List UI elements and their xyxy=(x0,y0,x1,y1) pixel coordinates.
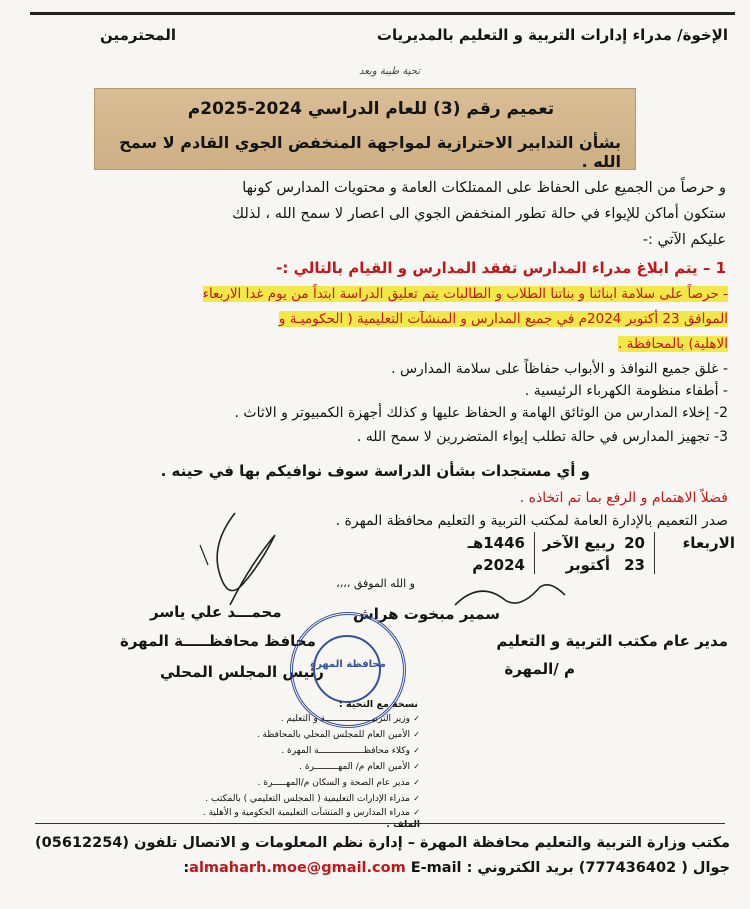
hijri-year: 1446هـ xyxy=(467,534,525,552)
highlight-line-1 xyxy=(48,286,728,302)
date-day: الاربعاء xyxy=(682,534,735,552)
footer-office-line: مكتب وزارة التربية والتعليم محافظة المهرة – إدارة نظم المعلومات و الاتصال تلفون (05612254) xyxy=(35,835,730,851)
item1-heading: 1 – يتم ابلاغ مدراء المدارس تفقد المدارس و القيام بالتالي :- xyxy=(276,259,726,277)
highlight-line-3 xyxy=(48,336,728,352)
copies-title: نسخة مع التحية : xyxy=(338,699,418,710)
left-signatory-council: رئيس المجلس المحلي xyxy=(160,663,324,681)
date-table xyxy=(340,530,735,574)
footer-email[interactable]: almaharh.moe@gmail.com xyxy=(189,860,406,876)
greg-month: أكتوبر xyxy=(565,556,610,574)
copy-item: ✓الأمين العام للمجلس المحلي بالمحافظة . xyxy=(256,730,420,740)
date-divider-1 xyxy=(654,532,655,574)
date-divider-2 xyxy=(534,532,535,574)
respected-label: المحترمين xyxy=(100,26,177,44)
greeting: تحية طيبة وبعد xyxy=(358,66,420,77)
title-box xyxy=(94,88,636,170)
highlight-text-2: الموافق 23 أكتوبر 2024م في جميع المدارس و المنشآت التعليمية ( الحكوميـة و xyxy=(278,311,728,327)
footer-divider xyxy=(35,823,725,824)
highlight-text-3: الاهلية) بالمحافظة . xyxy=(618,336,728,352)
left-signatory-name: محمـــد علي ياسر xyxy=(150,603,282,621)
closing-please: فضلاً الاهتمام و الرفع بما تم اتخاذه . xyxy=(519,490,728,506)
greg-day: 23 xyxy=(624,556,645,574)
copy-item: ✓مدير عام الصحة و السكان م/المهـــــرة . xyxy=(257,778,420,788)
top-border xyxy=(30,4,735,15)
right-signatory-title: مدير عام مكتب التربية و التعليم xyxy=(496,632,728,650)
hijri-day: 20 xyxy=(624,534,645,552)
footer-mobile: جوال ( 777436402) بريد الكتروني : xyxy=(466,860,730,876)
copy-item: ✓مدراء المدارس و المنشآت التعليمية الحكومية و الأهلية . xyxy=(202,808,420,818)
highlight-line-2 xyxy=(48,311,728,327)
intro-line-2: ستكون أماكن للإيواء في حالة تطور المنخفض الجوي الى اعصار لا سمح الله ، لذلك xyxy=(232,206,726,222)
addressee: الإخوة/ مدراء إدارات التربية و التعليم بالمديريات xyxy=(376,26,728,44)
hijri-month: ربيع الآخر xyxy=(542,534,615,552)
footer-email-label: E-mail: xyxy=(183,860,462,876)
issued-line: صدر التعميم بالإدارة العامة لمكتب التربية و التعليم محافظة المهرة . xyxy=(335,513,728,529)
bullet-2: - أطفاء منظومة الكهرباء الرئيسية . xyxy=(524,383,728,399)
right-signatory-name: سمير مبخوت هراش xyxy=(353,605,500,623)
bullet-4: 3- تجهيز المدارس في حالة تطلب إيواء المتضررين لا سمح الله . xyxy=(356,429,728,445)
bullet-1: - غلق جميع النوافذ و الأبواب حفاظاً على سلامة المدارس . xyxy=(391,361,728,377)
circular-title: تعميم رقم (3) للعام الدراسي 2024-2025م xyxy=(187,99,555,119)
footer-contact-line xyxy=(183,860,730,876)
closing-note: و أي مستجدات بشأن الدراسة سوف نوافيكم بها في حينه . xyxy=(160,462,590,480)
intro-line-3: عليكم الآتي :- xyxy=(642,232,726,248)
copy-item-file: الملف . xyxy=(386,820,420,830)
copy-item: ✓الأمين العام م/ المهـــــــــرة . xyxy=(299,762,420,772)
signature-left xyxy=(180,505,290,615)
official-stamp xyxy=(290,612,406,728)
greg-year: 2024م xyxy=(472,556,525,574)
intro-line-1: و حرصاً من الجميع على الحفاظ على الممتلكات العامة و محتويات المدارس كونها xyxy=(242,180,726,196)
copy-item: ✓وكلاء محافظـــــــــــــــــة المهرة . xyxy=(281,746,420,756)
bullet-3: 2- إخلاء المدارس من الوثائق الهامة و الحفاظ عليها و كذلك أجهزة الكمبيوتر و الاثاث . xyxy=(234,405,728,421)
copy-item: ✓مدراء الإدارات التعليمية ( المجلس التعليمي ) بالمكتب . xyxy=(205,794,420,804)
right-signatory-region: م /المهرة xyxy=(504,660,575,678)
left-signatory-title: محافظ محافظـــــة المهرة xyxy=(120,632,316,650)
highlight-text-1: - حرصاً على سلامة ابنائنا و بناتنا الطلاب و الطالبات يتم تعليق الدراسة ابتداً من يوم غدا الاربعاء xyxy=(202,286,728,302)
copy-item: ✓وزير التربيــــــــــــــــــة و التعليم . xyxy=(280,714,420,724)
circular-subject: بشأن التدابير الاحترازية لمواجهة المنخفض الجوي القادم لا سمح الله . xyxy=(119,133,621,171)
stamp-text: محافظة المهرة xyxy=(310,659,386,670)
blessing: و الله الموفق ،،،، xyxy=(336,577,415,590)
